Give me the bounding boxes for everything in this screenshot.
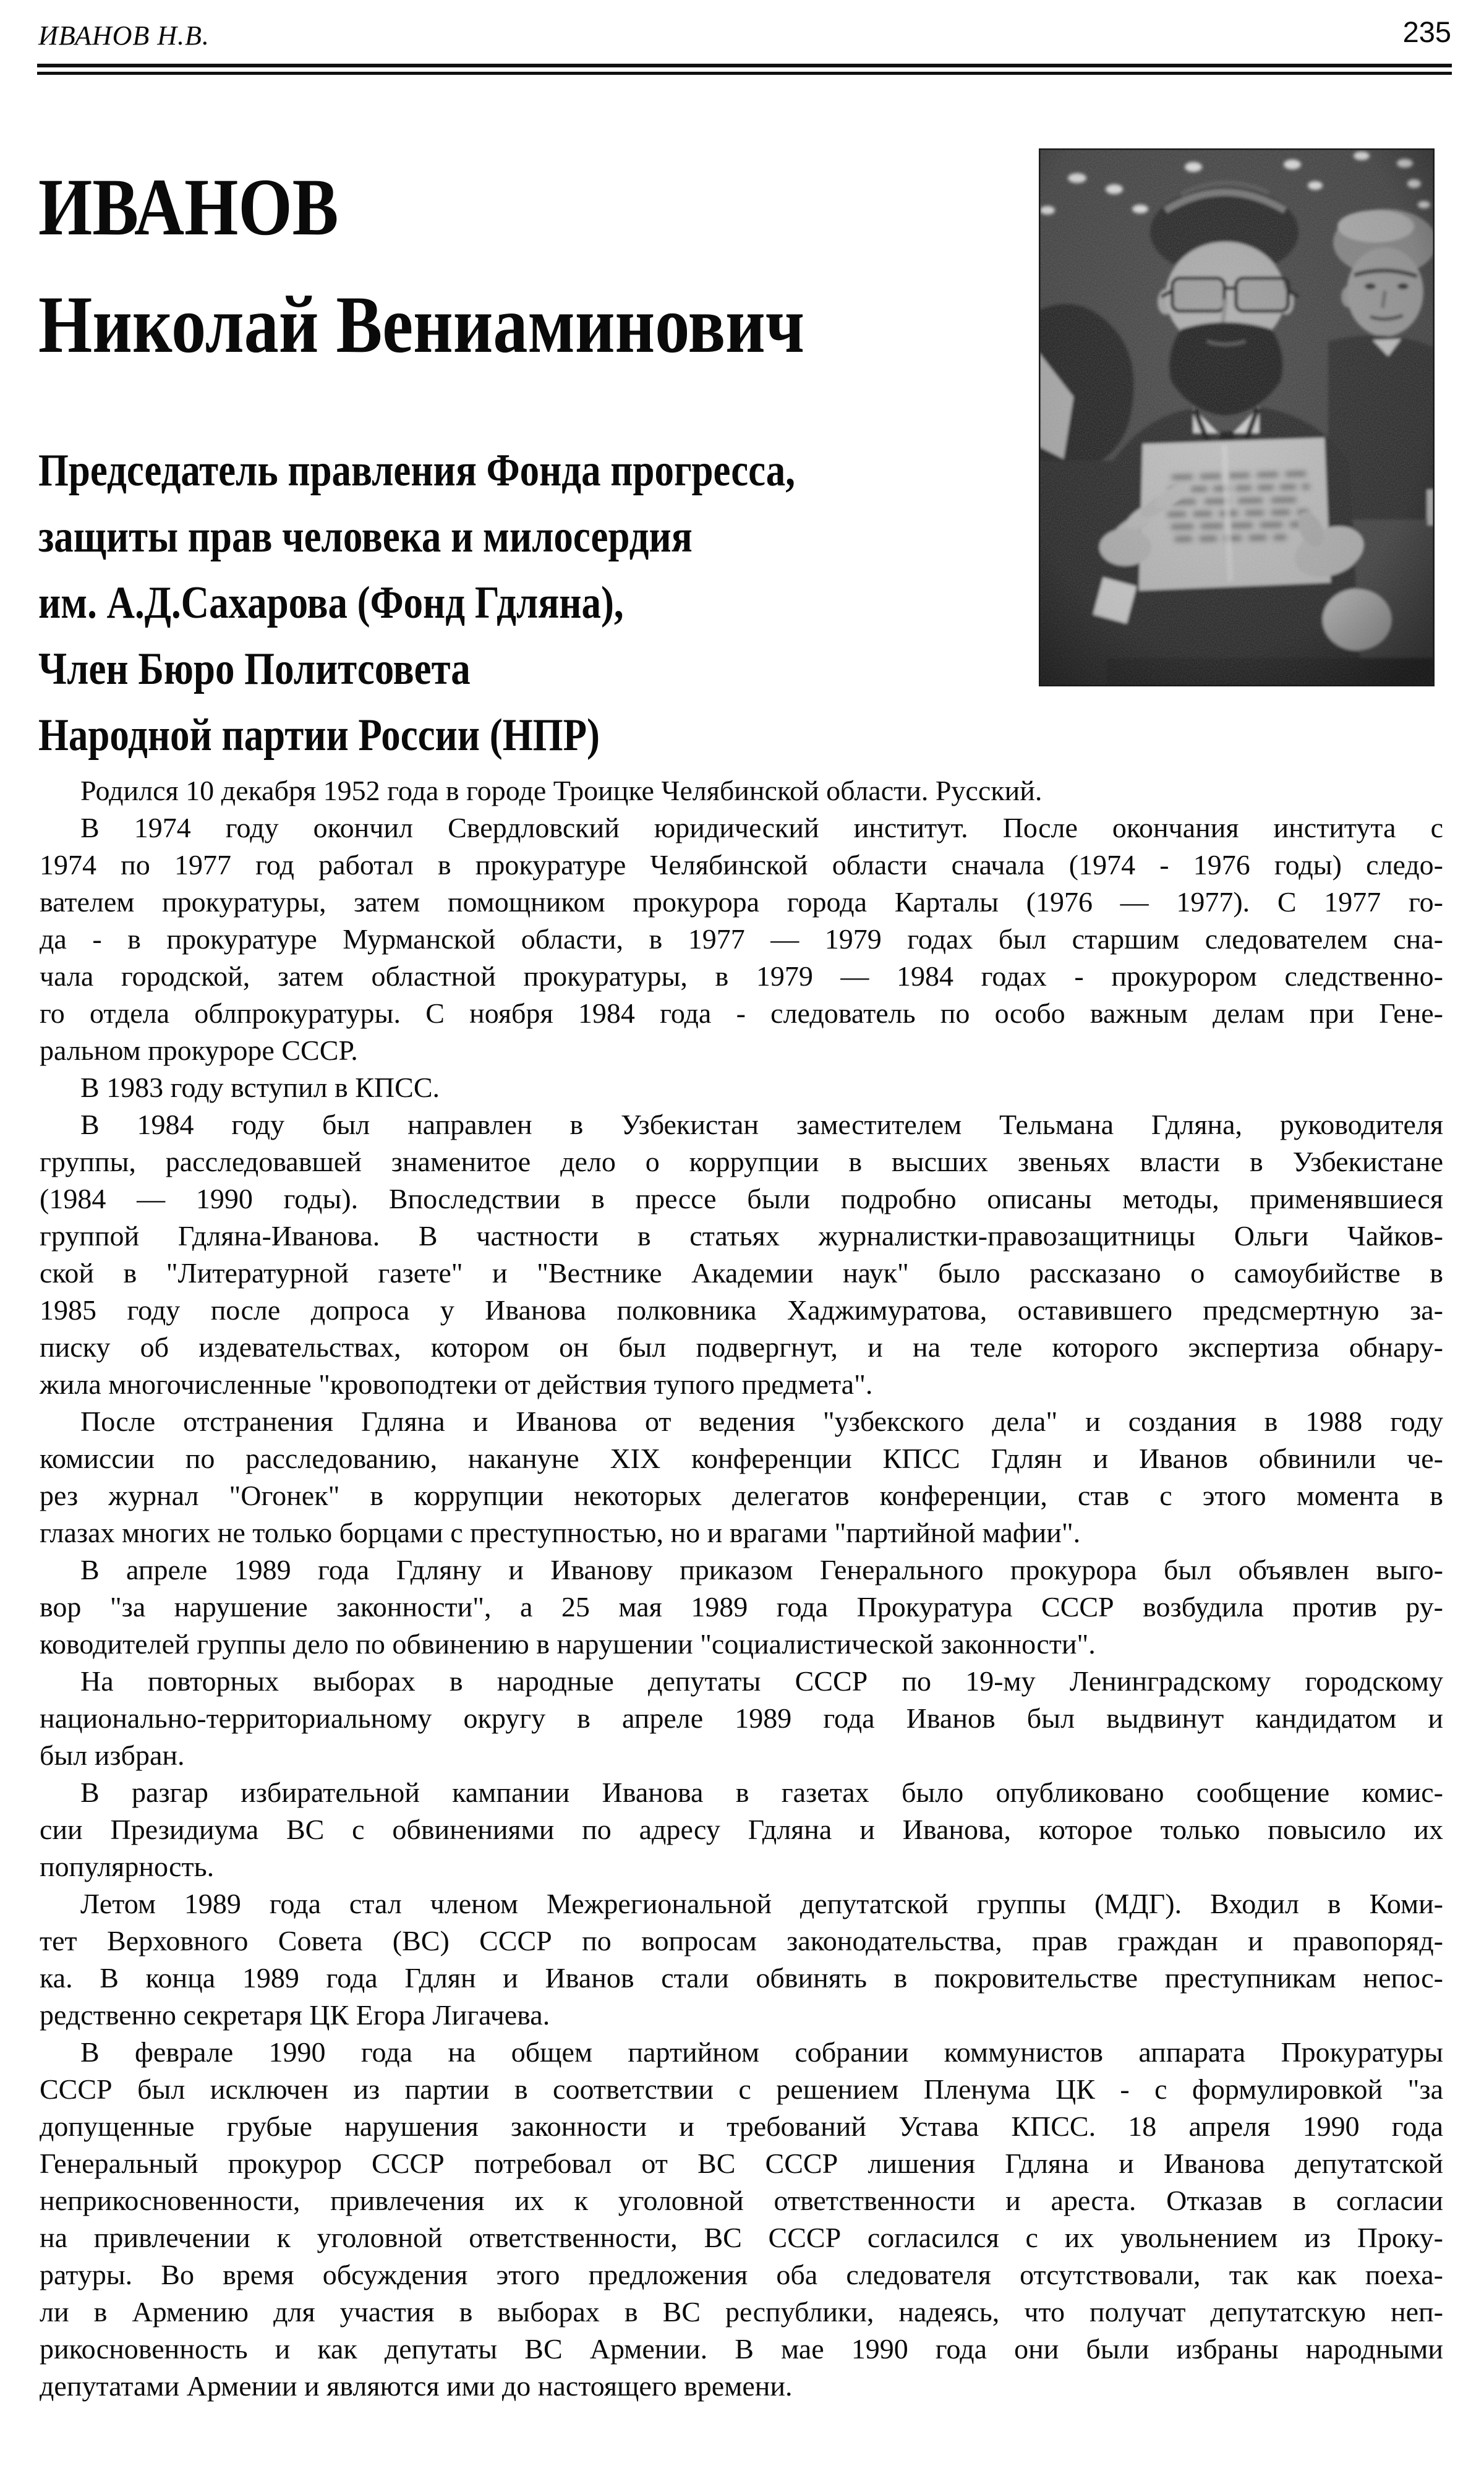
entry-surname: ИВАНОВ [38,161,339,252]
body-line: рез журнал "Огонек" в коррупции некоторых делегатов конференции, став с этого момента в [40,1480,1443,1511]
body-line: го отдела облпрокуратуры. С ноября 1984 года - следователь по особо важным делам при Гене- [40,997,1443,1029]
body-line: ка. В конца 1989 года Гдлян и Иванов стали обвинять в покровительстве преступникам непос- [40,1962,1443,1994]
body-line: допущенные грубые нарушения законности и требований Устава КПСС. 18 апреля 1990 года [40,2110,1443,2142]
body-line: был избран. [40,1739,185,1771]
body-line: вателем прокуратуры, затем помощником прокурора города Карталы (1976 — 1977). С 1977 го- [40,886,1443,918]
subtitle-line: им. А.Д.Сахарова (Фонд Гдляна), [38,578,624,628]
entry-title [38,148,804,383]
body-line: рикосновенность и как депутаты ВС Армении. В мае 1990 года они были избраны народными [40,2333,1443,2365]
body-line: на привлечении к уголовной ответственности, ВС СССР согласился с их увольнением из Проку- [40,2222,1443,2253]
body-line: сии Президиума ВС с обвинениями по адресу Гдляна и Иванова, которое только повысило их [40,1814,1443,1845]
body-line: 1985 году после допроса у Иванова полковника Хаджимуратова, оставившего предсмертную за- [40,1294,1443,1326]
subtitle-line: Председатель правления Фонда прогресса, [38,445,795,496]
body-line: В разгар избирательной кампании Иванова в газетах было опубликовано сообщение комис- [80,1777,1443,1808]
running-header: ИВАНОВ Н.В. [38,20,210,51]
subtitle-line: Член Бюро Политсовета [38,644,471,694]
body-line: В 1984 году был направлен в Узбекистан заместителем Тельмана Гдляна, руководителя [80,1109,1443,1140]
body-line: В феврале 1990 года на общем партийном собрании коммунистов аппарата Прокуратуры [80,2036,1443,2068]
body-line: группой Гдляна-Иванова. В частности в статьях журналистки-правозащитницы Ольги Чайков- [40,1220,1443,1252]
body-line: После отстранения Гдляна и Иванова от ведения "узбекского дела" и создания в 1988 году [80,1406,1443,1437]
body-line: депутатами Армении и являются ими до настоящего времени. [40,2370,793,2402]
entry-name: Николай Вениаминович [38,279,805,370]
body-line: Генеральный прокурор СССР потребовал от ВС СССР лишения Гдляна и Иванова депутатской [40,2148,1443,2179]
body-line: В апреле 1989 года Гдляну и Иванову приказом Генерального прокурора был объявлен выго- [80,1554,1443,1585]
body-line: В 1983 году вступил в КПСС. [80,1072,440,1103]
biography-text [40,772,1443,2405]
body-line: (1984 — 1990 годы). Впоследствии в прессе были подробно описаны методы, применявшиеся [40,1183,1443,1214]
body-line: 1974 по 1977 год работал в прокуратуре Челябинской области сначала (1974 - 1976 годы) следо- [40,849,1443,881]
header-rule-top [37,64,1452,67]
entry-subtitle [38,438,795,769]
body-line: тет Верховного Совета (ВС) СССР по вопросам законодательства, прав граждан и правопоряд- [40,1925,1443,1956]
body-line: На повторных выборах в народные депутаты СССР по 19-му Ленинградскому городскому [80,1665,1443,1697]
portrait-photo-graphic [1039,148,1435,686]
body-line: вор "за нарушение законности", а 25 мая 1989 года Прокуратура СССР возбудила против ру- [40,1591,1443,1623]
body-line: национально-территориальному округу в апреле 1989 года Иванов был выдвинут кандидатом и [40,1702,1443,1734]
body-line: В 1974 году окончил Свердловский юридический институт. После окончания института с [80,812,1443,843]
body-line: ли в Армению для участия в выборах в ВС республики, надеясь, что получат депутатскую неп- [40,2296,1443,2328]
body-line: комиссии по расследованию, накануне XIX конференции КПСС Гдлян и Иванов обвинили че- [40,1443,1443,1474]
body-line: да - в прокуратуре Мурманской области, в 1977 — 1979 годах был старшим следователем сна- [40,923,1443,955]
body-line: ратуры. Во время обсуждения этого предложения оба следователя отсутствовали, так как поеха- [40,2259,1443,2290]
header-rule-bottom [37,72,1452,75]
body-line: ководителей группы дело по обвинению в нарушении "социалистической законности". [40,1628,1096,1660]
subtitle-line: Народной партии России (НПР) [38,710,600,761]
page-number: 235 [1402,15,1451,48]
body-line: глазах многих не только борцами с преступностью, но и врагами "партийной мафии". [40,1517,1081,1548]
body-line: жила многочисленные "кровоподтеки от действия тупого предмета". [40,1368,873,1400]
body-line: СССР был исключен из партии в соответствии с решением Пленума ЦК - с формулировкой "за [40,2073,1443,2105]
body-line: редственно секретаря ЦК Егора Лигачева. [40,1999,550,2031]
body-line: неприкосновенности, привлечения их к уголовной ответственности и ареста. Отказав в согласии [40,2185,1443,2216]
body-line: группы, расследовавшей знаменитое дело о коррупции в высших звеньях власти в Узбекистане [40,1146,1443,1177]
body-line: чала городской, затем областной прокуратуры, в 1979 — 1984 годах - прокурором следственно- [40,960,1443,992]
body-line: Родился 10 декабря 1952 года в городе Троицке Челябинской области. Русский. [80,775,1043,806]
body-line: Летом 1989 года стал членом Межрегиональной депутатской группы (МДГ). Входил в Коми- [80,1888,1443,1919]
body-line: ской в "Литературной газете" и "Вестнике Академии наук" было рассказано о самоубийстве в [40,1257,1443,1289]
body-line: писку об издевательствах, котором он был подвергнут, и на теле которого экспертиза обнару- [40,1331,1443,1363]
portrait-photo [1039,148,1435,686]
body-line: популярность. [40,1851,215,1882]
subtitle-line: защиты прав человека и милосердия [38,511,693,562]
body-line: ральном прокуроре СССР. [40,1035,358,1066]
